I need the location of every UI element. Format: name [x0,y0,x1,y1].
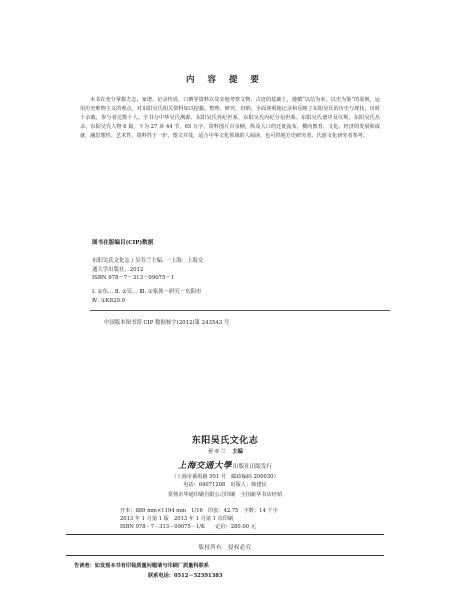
specs-format: 开本：889 mm×1194 mm 1/16 印张：42.75 字数：14 千字 [120,508,278,514]
divider-top [66,534,384,535]
summary-title: 内 容 提 要 [186,75,264,85]
cip-heading: 图书在版编目(CIP)数据 [92,240,154,246]
publisher-contact: 电话：64071208 出版人：韩建民 [183,482,267,488]
cip-line: 通大学出版社，2012 [92,266,144,273]
publisher-line [0,459,450,471]
cip-divider [90,310,390,311]
reader-notice-text: 如发现本书有印装质量问题请与印刷厂质量科联系 [94,563,209,569]
cip-isbn: ISBN 978－7－313－09075－1 [92,275,175,282]
editor-role: 主编 [232,449,243,455]
specs-isbn-price: ISBN 978－7－313－09075－1/K 定价：280.00 元 [120,524,256,530]
publisher-suffix: 出版社出版发行 [232,464,273,470]
reader-notice [74,562,394,571]
cip-record-number: 中国版本图书馆 CIP 数据核字(2012)第 243543 号 [104,320,230,326]
cip-classification [92,288,332,305]
book-title: 东阳吴氏文化志 [191,436,259,446]
cip-line: 东阳吴氏文化志 / 吴寿兰主编. 一上海：上海交 [92,258,204,264]
publisher-logo: 上海交通大學 [177,461,232,471]
cip-entry [92,257,332,283]
reader-notice-contact: 联系电话：0512－52391383 [148,573,223,579]
editor-line [0,447,450,455]
summary-body: 本书在充分掌握方志、家谱、记录传说、口碑等资料以及实地考察文物、古迹的基础上，遵循“以信为本、以史为鉴”的原则，运用历史唯物主义的观点，对东阳吴氏相关资料加以挖掘、整理、研究、归纳，全面客观地记录和反映了东阳吴氏的历史与现状。历时十余载，参与者达数十人。全书分中华吴氏溯源、东阳吴氏外纪世系、东阳吴氏内纪分衍世系、东阳吴氏谱序及仪规、东阳吴氏丛录、东阳吴氏人物 6 篇，下为 27 章 44 节，65 万字，资料图片百余帧，纵及人口的迁徙流布，横向教育、文化、经济的发展和成就，融思想性、艺术性、资料性于一炉，图文并茂，适合中华文化领域的人阅读，也可供地方史研究者、氏族文化研究者参考。 [80,97,380,140]
printer-line: 常熟市华通印刷有限公司印刷 全国新华书店经销 [167,492,283,498]
cip-class-line: Ⅰ. ①东… Ⅱ. ①吴… Ⅲ. ①家族－研究－东阳市 [92,289,202,295]
divider-bottom [66,555,384,556]
publisher-address: （上海市番禺路 951 号 邮政编码 200030） [171,474,279,480]
cip-class-line: Ⅳ. ①K820.9 [92,297,126,304]
reader-notice-label: 告读者： [74,563,95,569]
rights-statement: 版权所有 侵权必究 [198,545,252,551]
editor-name: 吴寿兰 [207,449,227,455]
specs-edition: 2013 年 1 月第 1 版 2013 年 1 月第 1 次印刷 [120,516,234,522]
